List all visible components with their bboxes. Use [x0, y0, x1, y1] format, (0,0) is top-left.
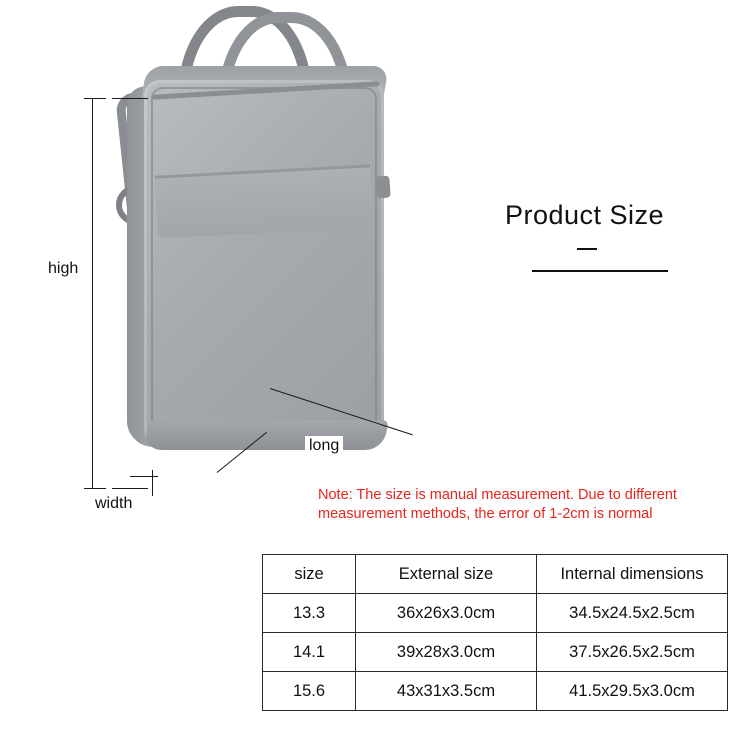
- cell-size: 13.3: [263, 594, 356, 633]
- width-tick-line: [152, 470, 153, 496]
- product-image: [100, 0, 420, 500]
- table-header-size: size: [263, 555, 356, 594]
- height-tick-top: [84, 98, 106, 99]
- bag-bottom-panel: [143, 420, 388, 450]
- title-dash-divider: [577, 248, 597, 250]
- bag-front-panel: [144, 80, 384, 445]
- cell-external: 36x26x3.0cm: [356, 594, 537, 633]
- size-table: [262, 554, 728, 711]
- width-leader-line: [130, 476, 158, 477]
- length-label: long: [305, 436, 343, 456]
- table-row: [263, 672, 728, 711]
- cell-internal: 34.5x24.5x2.5cm: [537, 594, 728, 633]
- table-row: [263, 633, 728, 672]
- height-guide-line: [92, 98, 93, 488]
- cell-internal: 41.5x29.5x3.0cm: [537, 672, 728, 711]
- cell-size: 15.6: [263, 672, 356, 711]
- height-leader-top: [112, 98, 148, 99]
- table-header-row: [263, 555, 728, 594]
- cell-size: 14.1: [263, 633, 356, 672]
- table-row: [263, 594, 728, 633]
- cell-external: 39x28x3.0cm: [356, 633, 537, 672]
- bag-side-tab: [375, 176, 391, 199]
- height-label: high: [44, 258, 82, 280]
- cell-external: 43x31x3.5cm: [356, 672, 537, 711]
- table-header-external: External size: [356, 555, 537, 594]
- cell-internal: 37.5x26.5x2.5cm: [537, 633, 728, 672]
- page-title: Product Size: [505, 200, 665, 230]
- bag-front-pocket: [154, 164, 373, 238]
- measurement-note: Note: The size is manual measurement. Due to different measurement methods, the error of 1-2cm is normal: [318, 487, 677, 522]
- title-underline-divider: [532, 270, 668, 272]
- table-header-internal: Internal dimensions: [537, 555, 728, 594]
- width-label: width: [92, 494, 135, 514]
- height-tick-bottom: [84, 488, 106, 489]
- height-leader-bottom: [112, 488, 148, 489]
